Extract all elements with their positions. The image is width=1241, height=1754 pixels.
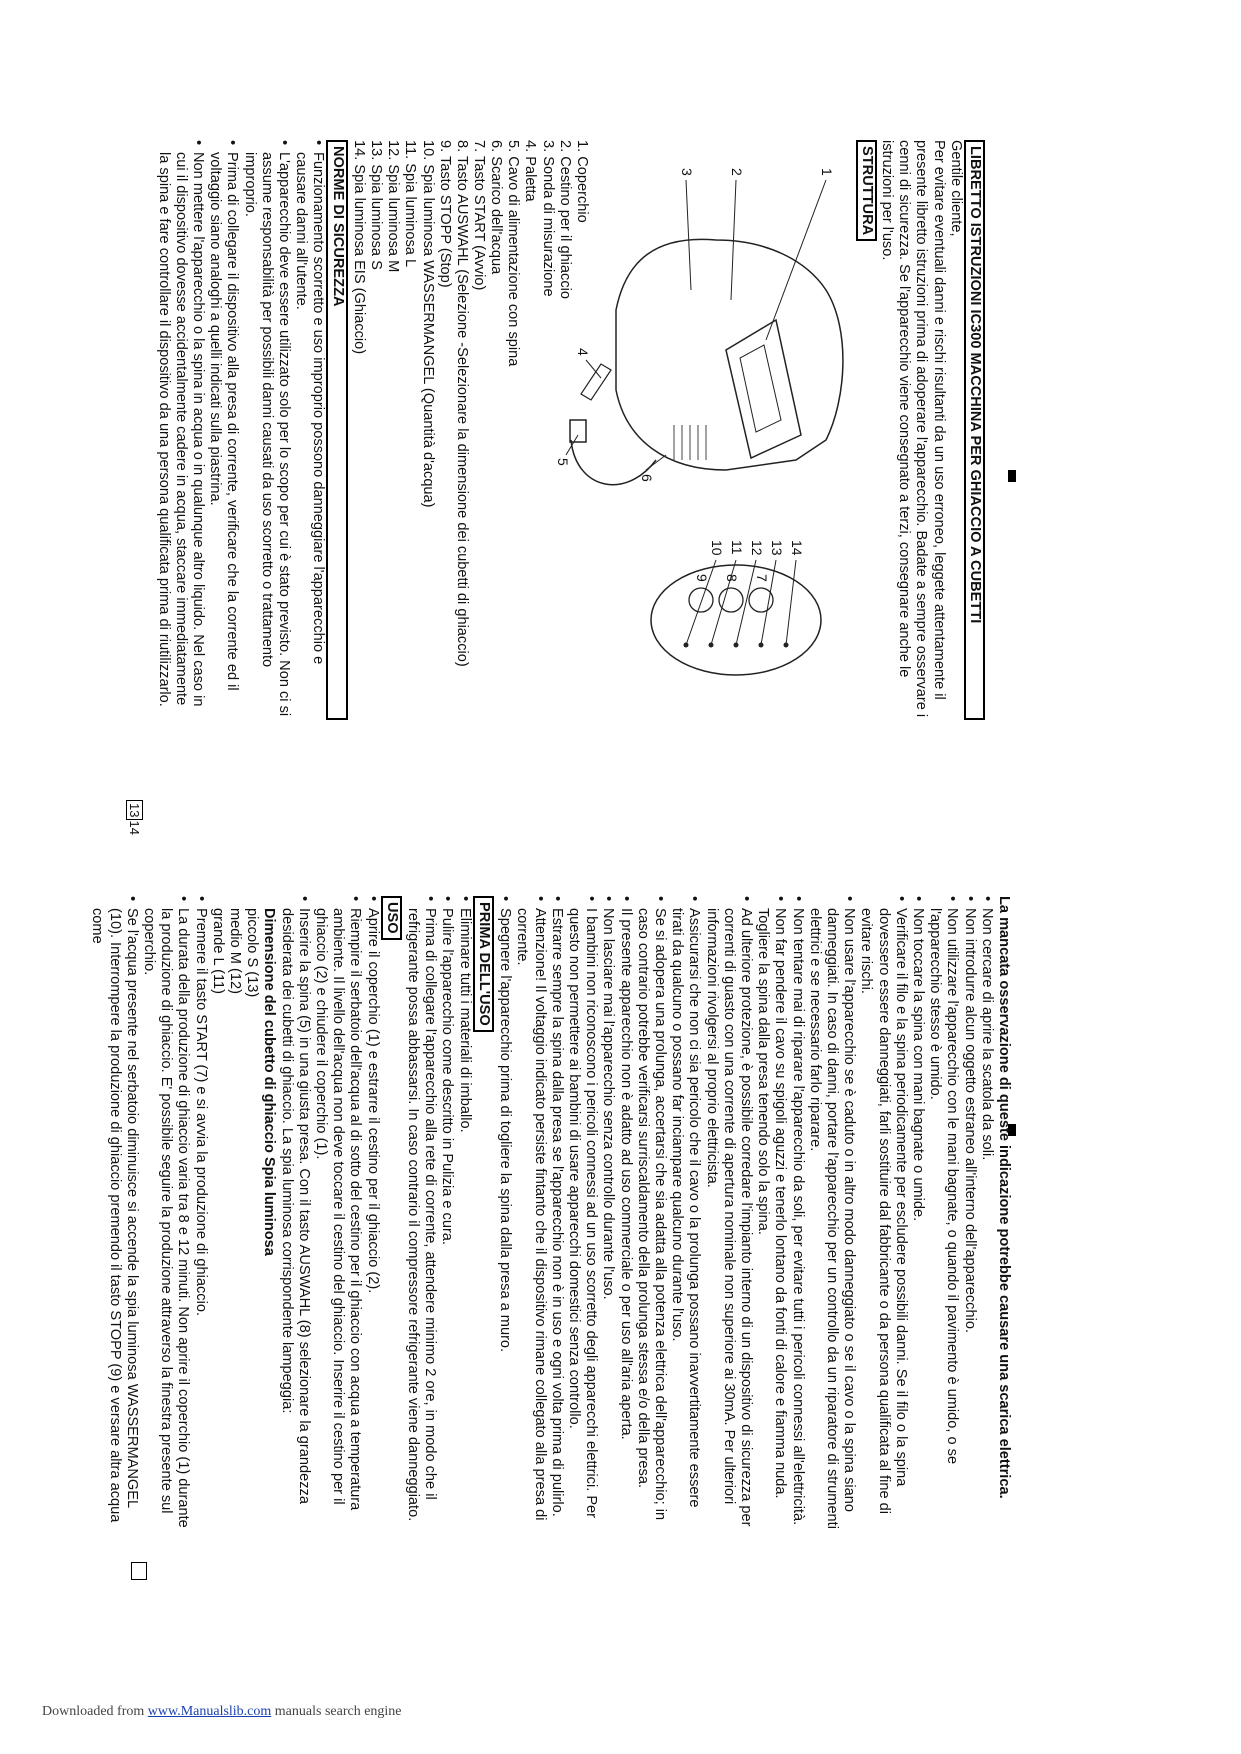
list-item: • Non tentare mai di riparare l'apparecchio da soli, per evitare tutti i pericoli connessi all'elettricità. — [788, 896, 805, 1536]
manual-title: LIBRETTO ISTRUZIONI IC300 MACCHINA PER GHIACCIO A CUBETTI — [964, 140, 985, 720]
parts-list-cont — [350, 140, 470, 720]
size-table-header: Dimensione del cubetto di ghiaccio Spia luminosa — [261, 908, 278, 1256]
list-item: • Non cercare di aprire la scatola da soli. — [978, 896, 995, 1536]
list-item: 14. Spia luminosa EIS (Ghiaccio) — [350, 140, 367, 355]
list-item: 13. Spia luminosa S — [367, 140, 384, 270]
list-item: 9. Tasto STOPP (Stop) — [436, 140, 453, 288]
parts-list — [470, 140, 590, 440]
callout-8: 8 — [723, 574, 740, 582]
callout-5: 5 — [555, 458, 571, 466]
callout-2: 2 — [728, 168, 745, 176]
uso-list-2 — [88, 896, 208, 1536]
list-item: • Aprire il coperchio (1) e estrarre il cestino per il ghiaccio (2). — [363, 896, 380, 1536]
callout-13: 13 — [768, 540, 785, 556]
list-item: • I bambini non riconoscono i pericoli connessi ad un uso scorretto degli apparecchi elettrici. Per questo non permettere ai bambini di usare apparecchi domestici senza controllo. — [565, 896, 599, 1536]
right-page — [88, 896, 1012, 1536]
uso-list — [277, 896, 380, 1536]
list-item: • Verificare il filo e la spina periodicamente per escludere possibili danni. Se il filo o la spina dovessero essere danneggiati, farli sostituire dal fabbricante o da persona qualificata al fine di evitare rischi. — [857, 896, 909, 1536]
product-diagram — [556, 140, 856, 720]
list-item: • Non utilizzare l'apparecchio con le mani bagnate, o quando il pavimento è umido, o se l'apparecchio stesso è umido. — [926, 896, 960, 1536]
footer — [42, 1704, 402, 1720]
size-table — [209, 896, 278, 1536]
list-item: • Non far pendere il cavo su spigoli aguzzi e tenerlo lontano da fonti di calore e fiamma nuda. Togliere la spina dalla presa tenendo solo la spina. — [754, 896, 788, 1536]
list-item: • Spegnere l'apparecchio prima di togliere la spina dalla presa a muro. — [496, 896, 513, 1536]
list-item: • Attenzione! Il voltaggio indicato persiste fintanto che il dispositivo rimane collegato alla presa di corrente. — [513, 896, 547, 1536]
uso-heading: USO — [381, 896, 402, 940]
list-item: • Non mettere l'apparecchio o la spina in acqua o in qualunque altro liquido. Nel caso in cui il dispositivo dovesse accidentalmente cadere in acqua, staccare immediatamente la spina e fare controllare il dispositivo da una persona qualificata prima di riutilizzarlo. — [154, 140, 206, 720]
list-item: • Non toccare la spina con mani bagnate o umide. — [909, 896, 926, 1536]
safety-list — [496, 896, 995, 1536]
left-page — [556, 140, 985, 720]
callout-4: 4 — [574, 348, 591, 356]
list-item: • Non introdurre alcun oggetto estraneo all'interno dell'apparecchio. — [960, 896, 977, 1536]
list-item: 2. Cestino per il ghiaccio — [556, 140, 573, 299]
list-item: • Il presente apparecchio non è adatto ad uso commerciale o per uso all'aria aperta. — [616, 896, 633, 1536]
list-item: • Riempire il serbatoio dell'acqua al di sotto del cestino per il ghiaccio con acqua a temperatura ambiente. Il livello dell'acqua non deve toccare il cestino del ghiaccio. Inserire il cestino per il ghiaccio (2) e chiudere il coperchio (1). — [312, 896, 364, 1536]
list-item: 12. Spia luminosa M — [385, 140, 402, 273]
manualslib-link[interactable]: www.Manualslib.com — [147, 1704, 272, 1719]
list-item: 5. Cavo di alimentazione con spina — [505, 140, 522, 367]
callout-12: 12 — [748, 540, 765, 556]
list-item: • Non usare l'apparecchio se è caduto o in altro modo danneggiato o se il cavo o la spina siano danneggiati. In caso di danni, portare l'apparecchio per un controllo da un riparatore di strumenti elettrici e se necessario farlo riparare. — [806, 896, 858, 1536]
callout-6: 6 — [638, 474, 655, 482]
list-item: • Assicurarsi che non ci sia pericolo che il cavo o la prolunga possano inavvertitamente essere tirati da qualcuno o possano far inciampare qualcuno durante l'uso. — [668, 896, 702, 1536]
list-item: • La durata della produzione di ghiaccio varia tra 8 e 12 minuti. Non aprire il coperchio (1) durante la produzione di ghiaccio. E' possibile seguire la produzione attraverso la finestra presente sul coperchio. — [140, 896, 192, 1536]
callout-7: 7 — [753, 574, 770, 582]
intro-text: Per evitare eventuali danni e rischi risultanti da un uso erroneo, leggete attentamente il presente libretto istruzioni prima di adoperare l'apparecchio. Badate a sempre osservare i cenni di sicurezza. Se l'apparecchio viene consegnato a terzi, consegnare anche le istruzioni per l'uso. — [878, 140, 947, 718]
footer-prefix: Downloaded from — [42, 1704, 148, 1719]
auswahl-button-icon — [719, 588, 743, 612]
list-item: • Inserire la spina (5) in una giusta presa. Con il tasto AUSWAHL (8) selezionare la grandezza desiderata dei cubetti di ghiaccio. La spia luminosa corrispondente lampeggia: — [277, 896, 311, 1536]
size-row: medio M (12) — [227, 908, 244, 994]
page-number: 1314 — [127, 800, 142, 835]
callout-11: 11 — [728, 540, 745, 555]
list-item: • Ad ulteriore protezione, è possibile corredare l'impianto interno di un dispositivo di sicurezza per correnti di guasto con una corrente di apertura nominale non superiore ai 30mA. Per ulteriori informazioni rivolgersi al proprio elettricista. — [702, 896, 754, 1536]
register-mark-left — [1008, 470, 1016, 482]
list-item: • L'apparecchio deve essere utilizzato solo per lo scopo per cui è stato previsto. Non ci si assume responsabilità per possibili danni causati da uso scorretto o trattamento improprio. — [240, 140, 292, 720]
list-item: • Se si adopera una prolunga, accertarsi che sia adatta alla potenza elettrica dell'apparecchio; in caso contrario potrebbe verificarsi surriscaldamento della prolunga stessa e/o della presa. — [634, 896, 668, 1536]
page-number-box-empty — [131, 1562, 147, 1580]
list-item: • Premere il tasto START (7) e si avvia la produzione di ghiaccio. — [191, 896, 208, 1536]
size-row: grande L (11) — [209, 908, 226, 994]
stopp-button-icon — [689, 588, 713, 612]
list-item: • Pulire l'apparecchio come descritto in Pulizia e cura. — [438, 896, 455, 1536]
warning-text: La mancata osservazione di queste indicazione potrebbe causare una scarica elettrica. — [996, 896, 1012, 1499]
greeting: Gentile cliente, — [947, 140, 964, 237]
ice-machine-illustration — [556, 140, 856, 720]
prima-heading: PRIMA DELL'USO — [473, 896, 494, 1032]
callout-9: 9 — [693, 574, 710, 582]
list-item: 11. Spia luminosa L — [402, 140, 419, 268]
list-item: 8. Tasto AUSWAHL (Selezione -Selezionare la dimensione dei cubetti di ghiaccio) — [454, 140, 470, 667]
list-item: 10. Spia luminosa WASSERMANGEL (Quantità d'acqua) — [419, 140, 436, 508]
callout-1: 1 — [818, 168, 835, 176]
callout-10: 10 — [708, 540, 725, 556]
list-item: 3. Sonda di misurazione — [539, 140, 556, 297]
list-item: 4. Paletta — [522, 140, 539, 202]
list-item: • Estrarre sempre la spina dalla presa se l'apparecchio non è in uso e ogni volta prima di pulirlo. — [548, 896, 565, 1536]
norme-heading: NORME DI SICUREZZA — [326, 140, 347, 720]
list-item: • Eliminare tutti i materiali di imballo. — [456, 896, 473, 1536]
prima-list — [404, 896, 473, 1536]
parts-list-block-2 — [154, 140, 470, 720]
list-item: • Prima di collegare il dispositivo alla presa di corrente, verificare che la corrente ed il voltaggio siano analoghi a quelli indicati sulla piastrina. — [206, 140, 240, 720]
list-item: 1. Coperchio — [574, 140, 590, 223]
footer-suffix: manuals search engine — [271, 1704, 402, 1719]
callout-14: 14 — [788, 540, 805, 556]
norme-list — [154, 140, 326, 720]
parts-list-block — [470, 140, 590, 440]
list-item: 6. Scarico dell'acqua — [487, 140, 504, 275]
list-item: • Funzionamento scorretto e uso improprio possono danneggiare l'apparecchio e causare danni all'utente. — [292, 140, 326, 720]
list-item: • Prima di collegare l'apparecchio alla rete di corrente, attendere minimo 2 ore, in modo che il refrigerante possa abbassarsi. In caso contrario il compressore refrigerante viene danneggiato. — [404, 896, 438, 1536]
list-item: • Se l'acqua presente nel serbatoio diminuisce si accende la spia luminosa WASSERMANGEL (10). Interrompere la produzione di ghiaccio premendo il tasto STOPP (9) e versare altra acqua come — [88, 896, 140, 1536]
struttura-heading: STRUTTURA — [856, 140, 877, 241]
size-row: piccolo S (13) — [244, 908, 261, 998]
list-item: 7. Tasto START (Avvio) — [470, 140, 487, 291]
callout-3: 3 — [678, 168, 695, 176]
list-item: • Non lasciare mai l'apparecchio senza controllo durante l'uso. — [599, 896, 616, 1536]
